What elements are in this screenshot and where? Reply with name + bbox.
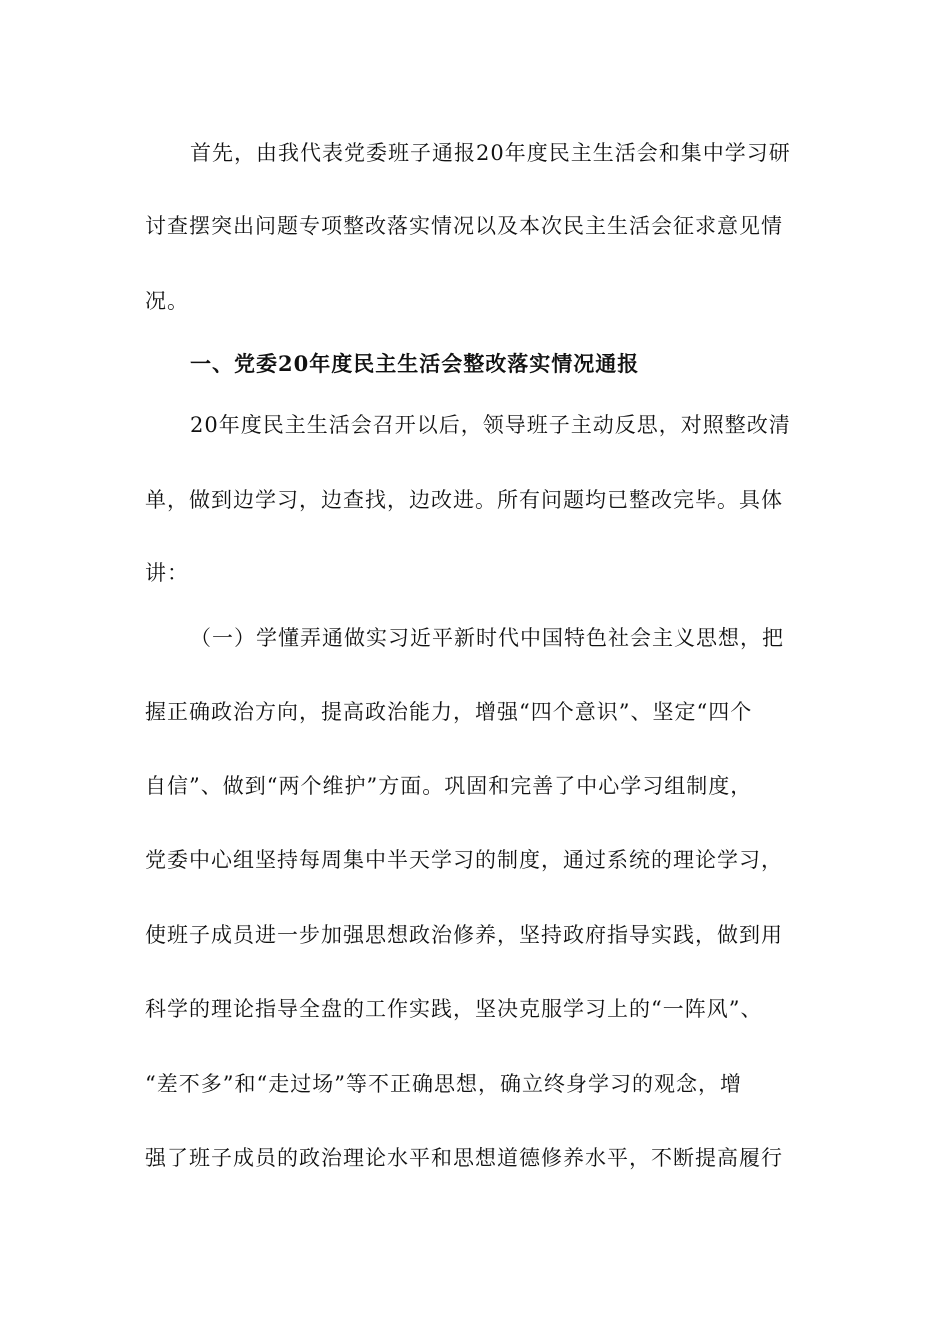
- paragraph-point-1-line-4: 党委中心组坚持每周集中半天学习的制度，通过系统的理论学习，: [145, 848, 783, 872]
- paragraph-summary-line-2: 单，做到边学习，边查找，边改进。所有问题均已整改完毕。具体: [145, 488, 783, 512]
- paragraph-intro-line-3: 况。: [145, 289, 189, 313]
- paragraph-point-1-line-8: 强了班子成员的政治理论水平和思想道德修养水平，不断提高履行: [145, 1146, 783, 1170]
- paragraph-point-1-line-3: 自信”、做到“两个维护”方面。巩固和完善了中心学习组制度，: [145, 774, 753, 798]
- paragraph-point-1-line-2: 握正确政治方向，提高政治能力，增强“四个意识”、坚定“四个: [145, 700, 753, 724]
- paragraph-point-1-line-7: “差不多”和“走过场”等不正确思想，确立终身学习的观念，增: [145, 1072, 742, 1096]
- paragraph-point-1-line-1: （一）学懂弄通做实习近平新时代中国特色社会主义思想，把: [190, 626, 784, 650]
- paragraph-intro-line-1: 首先，由我代表党委班子通报20年度民主生活会和集中学习研: [190, 141, 791, 165]
- paragraph-summary-line-3: 讲：: [145, 561, 189, 585]
- paragraph-intro-line-2: 讨查摆突出问题专项整改落实情况以及本次民主生活会征求意见情: [145, 214, 783, 238]
- paragraph-summary-line-1: 20年度民主生活会召开以后，领导班子主动反思，对照整改清: [190, 413, 791, 437]
- paragraph-point-1-line-6: 科学的理论指导全盘的工作实践，坚决克服学习上的“一阵风”、: [145, 997, 763, 1021]
- paragraph-point-1-line-5: 使班子成员进一步加强思想政治修养，坚持政府指导实践，做到用: [145, 923, 783, 947]
- section-heading: 一、党委20年度民主生活会整改落实情况通报: [190, 351, 640, 376]
